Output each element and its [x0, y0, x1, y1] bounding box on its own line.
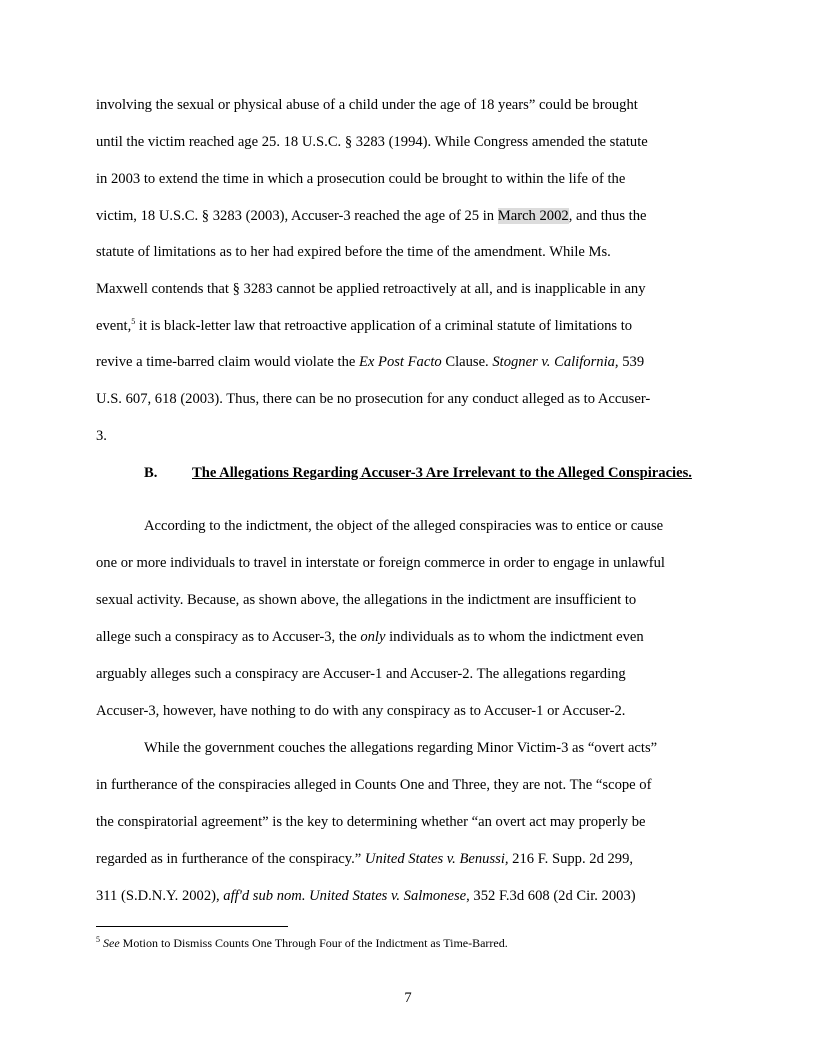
body-line-3: in 2003 to extend the time in which a prosecution could be brought to within the life of the	[96, 171, 626, 187]
body-line-1: involving the sexual or physical abuse of a child under the age of 18 years” could be brought	[96, 97, 638, 113]
body-line-5: statute of limitations as to her had expired before the time of the amendment. While Ms.	[96, 244, 611, 260]
footnote: $^5$ See Motion to Dismiss Counts One Through Four of the Indictment as Time-Barred.	[96, 935, 508, 950]
case-citation: aff'd sub nom. United States v. Salmonese	[223, 888, 467, 904]
body-line-10: 3.	[96, 428, 107, 444]
body-line-9: U.S. 607, 618 (2003). Thus, there can be no prosecution for any conduct alleged as to Accuser-	[96, 391, 651, 407]
section-letter: B.	[144, 465, 158, 481]
body-line-19: the conspiratorial agreement” is the key to determining whether “an overt act may properly be	[96, 814, 646, 830]
body-line-4: victim, 18 U.S.C. § 3283 (2003), Accuser-3 reached the age of 25 in March 2002, and thus the	[96, 208, 647, 224]
body-line-12: one or more individuals to travel in interstate or foreign commerce in order to engage in unlawful	[96, 555, 665, 571]
body-line-15: arguably alleges such a conspiracy are Accuser-1 and Accuser-2. The allegations regarding	[96, 666, 626, 682]
body-line-18: in furtherance of the conspiracies alleged in Counts One and Three, they are not. The “scope of	[96, 777, 652, 793]
body-line-13: sexual activity. Because, as shown above, the allegations in the indictment are insufficient to	[96, 592, 637, 608]
page-number: 7	[404, 990, 412, 1006]
body-line-7: event,$^5$ it is black-letter law that retroactive application of a criminal statute of limitations to	[96, 317, 633, 334]
section-title: The Allegations Regarding Accuser-3 Are Irrelevant to the Alleged Conspiracies.	[192, 465, 692, 481]
body-line-20: regarded as in furtherance of the conspiracy.” United States v. Benussi, 216 F. Supp. 2d 299,	[96, 851, 634, 867]
case-citation: Stogner v. California,	[492, 354, 619, 370]
body-line-16: Accuser-3, however, have nothing to do with any conspiracy as to Accuser-1 or Accuser-2.	[96, 703, 626, 719]
highlighted-date: March 2002	[497, 208, 569, 224]
footnote-separator	[96, 926, 288, 927]
body-line-21: 311 (S.D.N.Y. 2002), aff'd sub nom. United States v. Salmonese, 352 F.3d 608 (2d Cir. 2003)	[96, 888, 636, 904]
body-line-6: Maxwell contends that § 3283 cannot be applied retroactively at all, and is inapplicable in any	[96, 281, 646, 297]
case-citation: United States v. Benussi,	[364, 851, 509, 867]
footnote-number: 5	[96, 935, 100, 944]
body-line-14: allege such a conspiracy as to Accuser-3, the only individuals as to whom the indictment even	[96, 629, 644, 645]
body-line-8: revive a time-barred claim would violate the Ex Post Facto Clause. Stogner v. California, 539	[96, 354, 645, 370]
body-line-17: While the government couches the allegations regarding Minor Victim-3 as “overt acts”	[144, 740, 658, 756]
body-line-2: until the victim reached age 25. 18 U.S.C. § 3283 (1994). While Congress amended the statute	[96, 134, 648, 150]
footnote-reference: 5	[131, 317, 136, 327]
body-line-11: According to the indictment, the object of the alleged conspiracies was to entice or cause	[144, 518, 664, 534]
